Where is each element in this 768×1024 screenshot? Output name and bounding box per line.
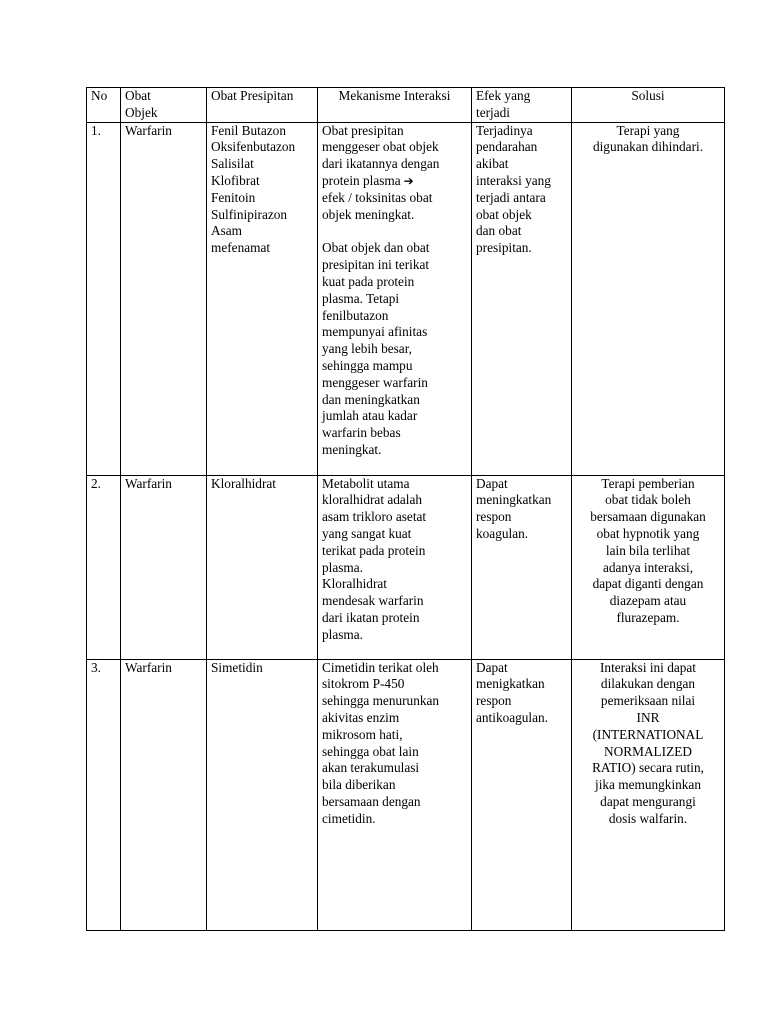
cell-efek: Dapat meningkatkan respon koagulan. (472, 475, 572, 659)
cell-obat-presipitan: Simetidin (207, 659, 318, 930)
cell-mekanisme (318, 122, 472, 475)
cell-efek: Dapat menigkatkan respon antikoagulan. (472, 659, 572, 930)
mekanisme-text-2: efek / toksinitas obat objek meningkat. (322, 189, 433, 222)
header-obat-presipitan: Obat Presipitan (207, 88, 318, 123)
cell-mekanisme: Cimetidin terikat oleh sitokrom P-450 sehingga menurunkan akivitas enzim mikrosom hati, sehingga obat lain akan terakumulasi bila diberikan bersamaan dengan cimetidin. (318, 659, 472, 930)
paragraph-gap (322, 223, 467, 240)
cell-solusi: Terapi yang digunakan dihindari. (572, 122, 725, 475)
cell-mekanisme: Metabolit utama kloralhidrat adalah asam trikloro asetat yang sangat kuat terikat pada protein plasma. Kloralhidrat mendesak warfarin dari ikatan protein plasma. (318, 475, 472, 659)
cell-no: 3. (87, 659, 121, 930)
cell-obat-objek: Warfarin (121, 659, 207, 930)
header-solusi: Solusi (572, 88, 725, 123)
cell-no: 2. (87, 475, 121, 659)
cell-obat-presipitan: Fenil Butazon Oksifenbutazon Salisilat Klofibrat Fenitoin Sulfinipirazon Asam mefenamat (207, 122, 318, 475)
header-row (87, 88, 725, 123)
cell-no: 1. (87, 122, 121, 475)
drug-interaction-table (86, 87, 725, 931)
cell-obat-objek: Warfarin (121, 475, 207, 659)
cell-solusi: Terapi pemberian obat tidak boleh bersamaan digunakan obat hypnotik yang lain bila terlihat adanya interaksi, dapat diganti dengan diazepam atau flurazepam. (572, 475, 725, 659)
header-obat-objek: Obat Objek (121, 88, 207, 123)
mekanisme-text-1: Obat presipitan menggeser obat objek dari ikatannya dengan protein plasma ➔ (322, 122, 440, 188)
table-row (87, 475, 725, 659)
header-no: No (87, 88, 121, 123)
cell-obat-presipitan: Kloralhidrat (207, 475, 318, 659)
cell-efek: Terjadinya pendarahan akibat interaksi yang terjadi antara obat objek dan obat presipitan. (472, 122, 572, 475)
table-row (87, 122, 725, 475)
table-row (87, 659, 725, 930)
arrow-right-icon: ➔ (403, 173, 414, 188)
cell-solusi: Interaksi ini dapat dilakukan dengan pemeriksaan nilai INR (INTERNATIONAL NORMALIZED RATIO) secara rutin, jika memungkinkan dapat mengurangi dosis walfarin. (572, 659, 725, 930)
header-efek: Efek yang terjadi (472, 88, 572, 123)
header-mekanisme-interaksi: Mekanisme Interaksi (318, 88, 472, 123)
cell-obat-objek: Warfarin (121, 122, 207, 475)
mekanisme-text-3: Obat objek dan obat presipitan ini terikat kuat pada protein plasma. Tetapi fenilbutazon mempunyai afinitas yang lebih besar, sehingga mampu menggeser warfarin dan meningkatkan jumlah atau kadar warfarin bebas meningkat. (322, 240, 430, 457)
